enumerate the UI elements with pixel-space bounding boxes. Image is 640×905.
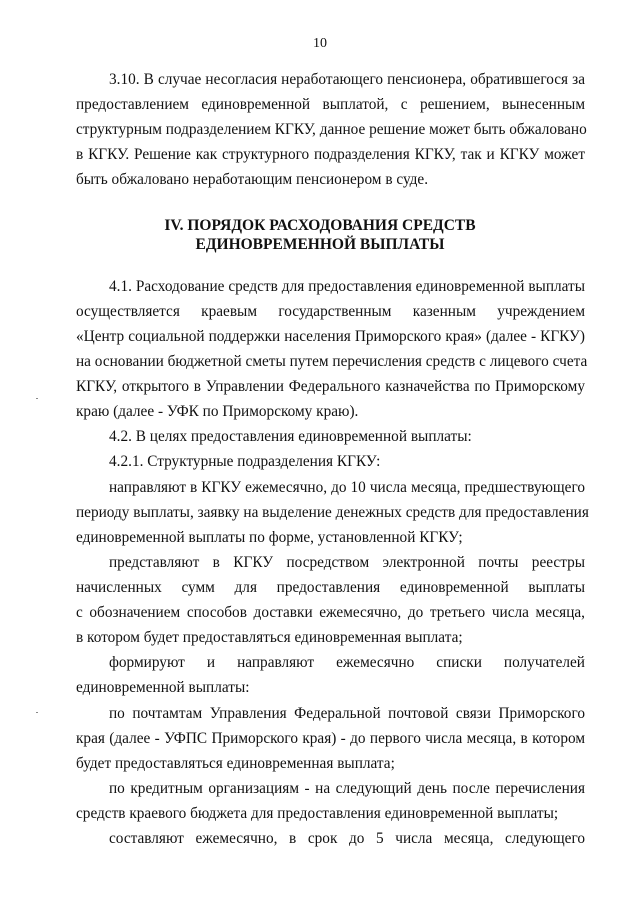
page-number: 10 [313,36,327,51]
text-line: 4.2.1. Структурные подразделения КГКУ: [109,453,381,470]
text-line: направляют в КГКУ ежемесячно, до 10 числа месяца, предшествующего [109,479,585,496]
scan-mark [36,712,38,713]
section-heading: IV. ПОРЯДОК РАСХОДОВАНИЯ СРЕДСТВ [164,217,476,234]
text-line: формируют и направляют ежемесячно списки получателей [109,654,585,671]
text-line: 4.1. Расходование средств для предоставления единовременной выплаты [109,278,585,295]
text-line: составляют ежемесячно, в срок до 5 числа месяца, следующего [109,830,585,847]
text-line: быть обжаловано неработающим пенсионером в суде. [76,171,429,188]
text-line: осуществляется краевым государственным казенным учреждением [76,303,585,320]
text-line: будет предоставляться единовременная выплата; [76,755,395,772]
text-line: по кредитным организациям - на следующий день после перечисления [109,780,585,797]
text-line: средств краевого бюджета для предоставления единовременной выплаты; [76,805,559,822]
text-line: по почтамтам Управления Федеральной почтовой связи Приморского [109,705,585,722]
text-line: в КГКУ. Решение как структурного подразделения КГКУ, так и КГКУ может [76,146,585,163]
section-heading: ЕДИНОВРЕМЕННОЙ ВЫПЛАТЫ [195,236,445,253]
text-line: с обозначением способов доставки ежемесячно, до третьего числа месяца, [76,604,585,621]
text-line: начисленных сумм для предоставления единовременной выплаты [76,579,585,596]
text-line: единовременной выплаты по форме, установленной КГКУ; [76,529,463,546]
text-line: 4.2. В целях предоставления единовременной выплаты: [109,428,472,445]
text-line: «Центр социальной поддержки населения Приморского края» (далее - КГКУ) [76,328,585,345]
text-line: в котором будет предоставляться единовременная выплата; [76,629,463,646]
text-line: предоставлением единовременной выплатой, с решением, вынесенным [76,96,585,113]
text-line: структурным подразделением КГКУ, данное решение может быть обжаловано [76,121,587,138]
text-line: на основании бюджетной сметы путем перечисления средств с лицевого счета [76,353,588,370]
text-line: КГКУ, открытого в Управлении Федерального казначейства по Приморскому [76,378,585,395]
text-line: 3.10. В случае несогласия неработающего пенсионера, обратившегося за [109,71,585,88]
text-line: краю (далее - УФК по Приморскому краю). [76,403,359,420]
text-line: периоду выплаты, заявку на выделение денежных средств для предоставления [76,504,589,521]
text-line: представляют в КГКУ посредством электронной почты реестры [109,554,585,571]
scan-mark [36,398,38,399]
text-line: единовременной выплаты: [76,679,250,696]
text-line: края (далее - УФПС Приморского края) - до первого числа месяца, в котором [76,730,585,747]
